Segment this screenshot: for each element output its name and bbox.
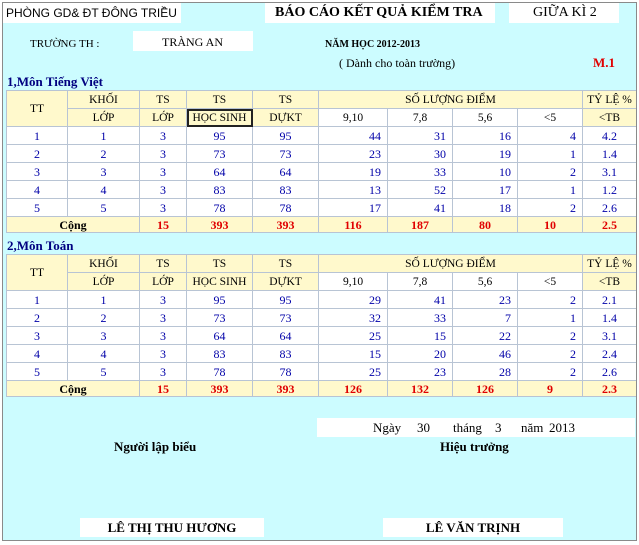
col-ts-dk: TS bbox=[253, 255, 319, 273]
cell-khoi[interactable]: 3 bbox=[68, 163, 140, 181]
cell-ts-dk[interactable]: 78 bbox=[253, 363, 319, 381]
cell-khoi[interactable]: 4 bbox=[68, 345, 140, 363]
cell-s78[interactable]: 30 bbox=[388, 145, 453, 163]
col-ts-hs: TS bbox=[187, 255, 253, 273]
cell-khoi[interactable]: 1 bbox=[68, 127, 140, 145]
cell-s56[interactable]: 10 bbox=[453, 163, 518, 181]
score-table-1 bbox=[6, 90, 637, 233]
cell-s56[interactable]: 46 bbox=[453, 345, 518, 363]
total-ts-hs[interactable]: 393 bbox=[187, 217, 253, 233]
total-s56[interactable]: 126 bbox=[453, 381, 518, 397]
cell-ts-dk[interactable]: 78 bbox=[253, 199, 319, 217]
month-value[interactable]: 3 bbox=[495, 420, 502, 435]
cell-s910[interactable]: 25 bbox=[319, 327, 388, 345]
year-label: năm bbox=[521, 420, 544, 435]
total-s910[interactable]: 126 bbox=[319, 381, 388, 397]
cell-s910[interactable]: 19 bbox=[319, 163, 388, 181]
cell-ts-hs[interactable]: 83 bbox=[187, 181, 253, 199]
col-khoi-sub: LỚP bbox=[68, 109, 140, 127]
cell-ts-lop[interactable]: 3 bbox=[140, 327, 187, 345]
cell-s78[interactable]: 52 bbox=[388, 181, 453, 199]
scope-note: ( Dành cho toàn trường) bbox=[339, 56, 456, 70]
total-rate[interactable]: 2.3 bbox=[583, 381, 637, 397]
cell-ts-lop[interactable]: 3 bbox=[140, 163, 187, 181]
cell-s910[interactable]: 44 bbox=[319, 127, 388, 145]
cell-s910[interactable]: 32 bbox=[319, 309, 388, 327]
month-label: tháng bbox=[453, 420, 482, 435]
principal-title: Hiệu trưởng bbox=[440, 439, 509, 454]
cell-tt[interactable]: 3 bbox=[7, 163, 68, 181]
cell-s56[interactable]: 23 bbox=[453, 291, 518, 309]
table-row bbox=[7, 327, 637, 345]
cell-ts-lop[interactable]: 3 bbox=[140, 291, 187, 309]
table-row bbox=[7, 181, 637, 199]
col-score-group: SỐ LƯỢNG ĐIỂM bbox=[319, 255, 583, 273]
col-ts-dk-sub: DỰKT bbox=[253, 109, 319, 127]
term-box bbox=[509, 3, 619, 23]
subject-title-2: 2,Môn Toán bbox=[7, 238, 74, 253]
cell-ts-hs[interactable]: 64 bbox=[187, 327, 253, 345]
col-score-78: 7,8 bbox=[388, 273, 453, 291]
cell-rate[interactable]: 1.2 bbox=[583, 181, 637, 199]
cell-ts-lop[interactable]: 3 bbox=[140, 363, 187, 381]
col-score-group: SỐ LƯỢNG ĐIỂM bbox=[319, 91, 583, 109]
cell-s78[interactable]: 23 bbox=[388, 363, 453, 381]
cell-s5[interactable]: 1 bbox=[518, 309, 583, 327]
cell-s5[interactable]: 1 bbox=[518, 145, 583, 163]
cell-tt[interactable]: 4 bbox=[7, 181, 68, 199]
col-score-910: 9,10 bbox=[319, 273, 388, 291]
cell-s56[interactable]: 7 bbox=[453, 309, 518, 327]
report-sheet bbox=[2, 2, 637, 541]
cell-ts-hs[interactable]: 95 bbox=[187, 291, 253, 309]
report-title-box bbox=[265, 3, 495, 23]
total-ts-dk[interactable]: 393 bbox=[253, 217, 319, 233]
total-s5[interactable]: 9 bbox=[518, 381, 583, 397]
total-rate[interactable]: 2.5 bbox=[583, 217, 637, 233]
cell-s910[interactable]: 23 bbox=[319, 145, 388, 163]
col-rate-sub: <TB bbox=[583, 109, 637, 127]
col-tt: TT bbox=[7, 255, 68, 291]
cell-s910[interactable]: 17 bbox=[319, 199, 388, 217]
cell-rate[interactable]: 1.4 bbox=[583, 309, 637, 327]
total-label: Cộng bbox=[7, 217, 140, 233]
col-ts-hs-sub: HỌC SINH bbox=[187, 273, 253, 291]
cell-khoi[interactable]: 1 bbox=[68, 291, 140, 309]
cell-ts-dk[interactable]: 83 bbox=[253, 181, 319, 199]
col-score-lt5: <5 bbox=[518, 273, 583, 291]
col-score-lt5: <5 bbox=[518, 109, 583, 127]
col-khoi: KHỐI bbox=[68, 255, 140, 273]
cell-s78[interactable]: 15 bbox=[388, 327, 453, 345]
cell-rate[interactable]: 4.2 bbox=[583, 127, 637, 145]
cell-s910[interactable]: 25 bbox=[319, 363, 388, 381]
cell-tt[interactable]: 5 bbox=[7, 363, 68, 381]
cell-khoi[interactable]: 3 bbox=[68, 327, 140, 345]
col-ts-lop: TS bbox=[140, 91, 187, 109]
score-table-2 bbox=[6, 254, 637, 397]
school-name: TRÀNG AN bbox=[162, 35, 224, 49]
col-score-78: 7,8 bbox=[388, 109, 453, 127]
cell-s78[interactable]: 33 bbox=[388, 309, 453, 327]
department-box bbox=[3, 3, 181, 23]
cell-s78[interactable]: 20 bbox=[388, 345, 453, 363]
cell-ts-lop[interactable]: 3 bbox=[140, 181, 187, 199]
cell-s78[interactable]: 41 bbox=[388, 199, 453, 217]
cell-rate[interactable]: 3.1 bbox=[583, 163, 637, 181]
cell-tt[interactable]: 1 bbox=[7, 127, 68, 145]
day-value[interactable]: 30 bbox=[417, 420, 430, 435]
col-ts-dk-sub: DỰKT bbox=[253, 273, 319, 291]
report-title: BÁO CÁO KẾT QUẢ KIỂM TRA bbox=[275, 5, 483, 20]
col-score-910: 9,10 bbox=[319, 109, 388, 127]
cell-ts-dk[interactable]: 73 bbox=[253, 309, 319, 327]
cell-tt[interactable]: 2 bbox=[7, 145, 68, 163]
principal-name: LÊ VĂN TRỊNH bbox=[383, 518, 563, 537]
cell-s78[interactable]: 31 bbox=[388, 127, 453, 145]
total-ts-lop[interactable]: 15 bbox=[140, 217, 187, 233]
cell-ts-lop[interactable]: 3 bbox=[140, 127, 187, 145]
col-ts-hs: TS bbox=[187, 91, 253, 109]
cell-ts-hs[interactable]: 78 bbox=[187, 199, 253, 217]
col-tt: TT bbox=[7, 91, 68, 127]
cell-s5[interactable]: 2 bbox=[518, 291, 583, 309]
col-rate-sub: <TB bbox=[583, 273, 637, 291]
date-box bbox=[317, 418, 635, 437]
school-label: TRƯỜNG TH : bbox=[30, 38, 100, 50]
total-ts-lop[interactable]: 15 bbox=[140, 381, 187, 397]
cell-ts-dk[interactable]: 95 bbox=[253, 291, 319, 309]
cell-rate[interactable]: 3.1 bbox=[583, 327, 637, 345]
col-rate: TỶ LỆ % bbox=[583, 255, 637, 273]
cell-tt[interactable]: 5 bbox=[7, 199, 68, 217]
col-ts-hs-sub[interactable]: HỌC SINH bbox=[187, 109, 253, 127]
cell-rate[interactable]: 2.6 bbox=[583, 363, 637, 381]
table-row bbox=[7, 345, 637, 363]
cell-khoi[interactable]: 5 bbox=[68, 199, 140, 217]
table-row bbox=[7, 363, 637, 381]
col-ts-lop-sub: LỚP bbox=[140, 273, 187, 291]
total-s910[interactable]: 116 bbox=[319, 217, 388, 233]
cell-ts-dk[interactable]: 83 bbox=[253, 345, 319, 363]
cell-ts-hs[interactable]: 73 bbox=[187, 145, 253, 163]
cell-s5[interactable]: 2 bbox=[518, 163, 583, 181]
cell-ts-hs[interactable]: 73 bbox=[187, 309, 253, 327]
cell-rate[interactable]: 2.1 bbox=[583, 291, 637, 309]
cell-s56[interactable]: 18 bbox=[453, 199, 518, 217]
cell-s56[interactable]: 22 bbox=[453, 327, 518, 345]
cell-s5[interactable]: 2 bbox=[518, 199, 583, 217]
preparer-title: Người lập biểu bbox=[114, 439, 197, 454]
cell-ts-lop[interactable]: 3 bbox=[140, 345, 187, 363]
cell-s56[interactable]: 19 bbox=[453, 145, 518, 163]
table-row bbox=[7, 199, 637, 217]
total-ts-hs[interactable]: 393 bbox=[187, 381, 253, 397]
cell-s5[interactable]: 2 bbox=[518, 345, 583, 363]
cell-s910[interactable]: 15 bbox=[319, 345, 388, 363]
col-ts-lop: TS bbox=[140, 255, 187, 273]
col-score-56: 5,6 bbox=[453, 109, 518, 127]
cell-ts-hs[interactable]: 95 bbox=[187, 127, 253, 145]
cell-ts-hs[interactable]: 83 bbox=[187, 345, 253, 363]
cell-ts-dk[interactable]: 73 bbox=[253, 145, 319, 163]
cell-ts-dk[interactable]: 64 bbox=[253, 327, 319, 345]
cell-s5[interactable]: 1 bbox=[518, 181, 583, 199]
cell-ts-hs[interactable]: 78 bbox=[187, 363, 253, 381]
subject-title-1: 1,Môn Tiếng Việt bbox=[7, 74, 103, 89]
cell-s56[interactable]: 16 bbox=[453, 127, 518, 145]
cell-rate[interactable]: 2.6 bbox=[583, 199, 637, 217]
cell-ts-dk[interactable]: 95 bbox=[253, 127, 319, 145]
total-ts-dk[interactable]: 393 bbox=[253, 381, 319, 397]
cell-s5[interactable]: 2 bbox=[518, 327, 583, 345]
cell-tt[interactable]: 4 bbox=[7, 345, 68, 363]
day-label: Ngày bbox=[373, 420, 402, 435]
table-row bbox=[7, 163, 637, 181]
table-row bbox=[7, 291, 637, 309]
cell-s56[interactable]: 28 bbox=[453, 363, 518, 381]
cell-s910[interactable]: 29 bbox=[319, 291, 388, 309]
cell-s78[interactable]: 33 bbox=[388, 163, 453, 181]
col-khoi-sub: LỚP bbox=[68, 273, 140, 291]
table-row bbox=[7, 145, 637, 163]
cell-s5[interactable]: 4 bbox=[518, 127, 583, 145]
cell-s910[interactable]: 13 bbox=[319, 181, 388, 199]
total-s56[interactable]: 80 bbox=[453, 217, 518, 233]
department-name: PHÒNG GD& ĐT ĐÔNG TRIỀU bbox=[6, 6, 177, 20]
cell-s78[interactable]: 41 bbox=[388, 291, 453, 309]
col-score-56: 5,6 bbox=[453, 273, 518, 291]
cell-ts-hs[interactable]: 64 bbox=[187, 163, 253, 181]
col-rate: TỶ LỆ % bbox=[583, 91, 637, 109]
cell-tt[interactable]: 3 bbox=[7, 327, 68, 345]
cell-s5[interactable]: 2 bbox=[518, 363, 583, 381]
cell-khoi[interactable]: 2 bbox=[68, 145, 140, 163]
total-row bbox=[7, 217, 637, 233]
cell-khoi[interactable]: 2 bbox=[68, 309, 140, 327]
total-s5[interactable]: 10 bbox=[518, 217, 583, 233]
form-code: M.1 bbox=[593, 55, 616, 70]
cell-rate[interactable]: 2.4 bbox=[583, 345, 637, 363]
cell-ts-lop[interactable]: 3 bbox=[140, 199, 187, 217]
cell-ts-dk[interactable]: 64 bbox=[253, 163, 319, 181]
cell-ts-lop[interactable]: 3 bbox=[140, 145, 187, 163]
total-row bbox=[7, 381, 637, 397]
table-row bbox=[7, 309, 637, 327]
year-value[interactable]: 2013 bbox=[549, 420, 575, 435]
cell-s56[interactable]: 17 bbox=[453, 181, 518, 199]
cell-khoi[interactable]: 4 bbox=[68, 181, 140, 199]
total-label: Cộng bbox=[7, 381, 140, 397]
cell-khoi[interactable]: 5 bbox=[68, 363, 140, 381]
cell-tt[interactable]: 1 bbox=[7, 291, 68, 309]
school-name-box bbox=[133, 31, 253, 51]
school-year: NĂM HỌC 2012-2013 bbox=[325, 39, 420, 50]
total-s78[interactable]: 187 bbox=[388, 217, 453, 233]
cell-tt[interactable]: 2 bbox=[7, 309, 68, 327]
col-ts-dk: TS bbox=[253, 91, 319, 109]
col-khoi: KHỐI bbox=[68, 91, 140, 109]
col-ts-lop-sub: LỚP bbox=[140, 109, 187, 127]
term-label: GIỮA KÌ 2 bbox=[533, 5, 597, 20]
total-s78[interactable]: 132 bbox=[388, 381, 453, 397]
cell-rate[interactable]: 1.4 bbox=[583, 145, 637, 163]
preparer-name: LÊ THỊ THU HƯƠNG bbox=[80, 518, 264, 537]
table-row bbox=[7, 127, 637, 145]
cell-ts-lop[interactable]: 3 bbox=[140, 309, 187, 327]
